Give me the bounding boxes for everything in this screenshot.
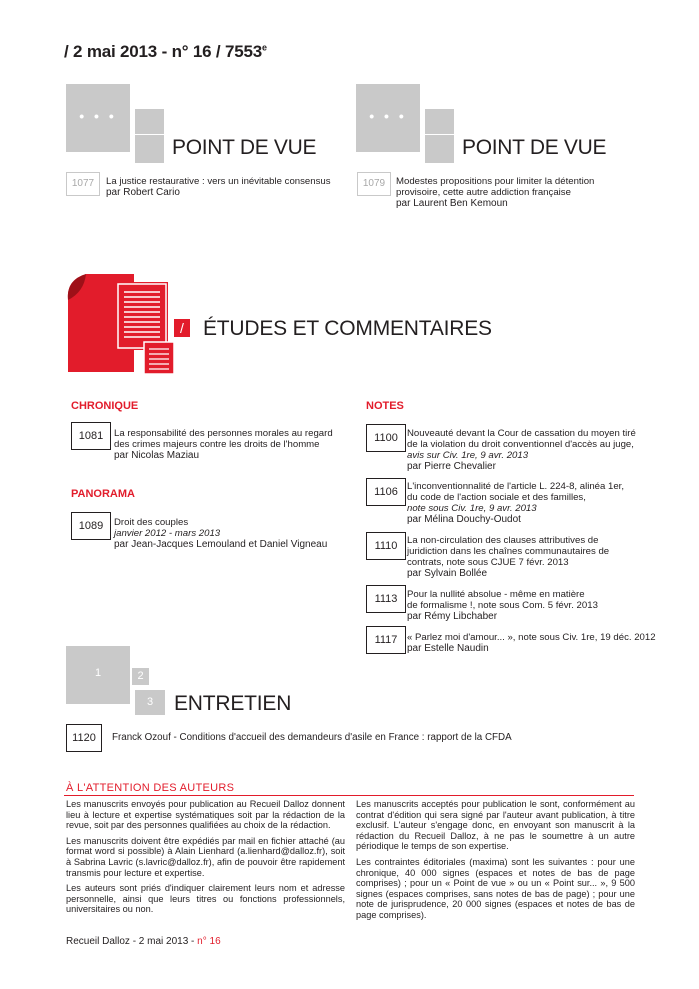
article-title: Modestes propositions pour limiter la détention bbox=[396, 176, 595, 187]
article-title: de la violation du droit conventionnel d'accès au juge, bbox=[407, 439, 634, 450]
authors-notice-col-2 bbox=[356, 799, 635, 926]
article-number[interactable]: 1120 bbox=[66, 724, 102, 752]
article-number[interactable]: 1089 bbox=[71, 512, 111, 540]
article-title: provisoire, cette autre addiction française bbox=[396, 187, 571, 198]
article-entry[interactable] bbox=[114, 517, 354, 550]
dots-icon: • • • bbox=[79, 108, 117, 124]
divider bbox=[64, 795, 634, 796]
article-author: Franck Ozouf bbox=[112, 732, 171, 743]
entretien-number-3: 3 bbox=[135, 690, 165, 715]
article-title: de formalisme !, note sous Com. 5 févr. 2013 bbox=[407, 600, 598, 611]
point-de-vue-title-2: POINT DE VUE bbox=[462, 136, 607, 159]
footer-text: Recueil Dalloz - 2 mai 2013 - bbox=[66, 936, 198, 947]
article-author: par Mélina Douchy-Oudot bbox=[407, 514, 521, 525]
article-author: par Laurent Ben Kemoun bbox=[396, 198, 508, 209]
article-title: Pour la nullité absolue - même en matière bbox=[407, 589, 585, 600]
article-title: Nouveauté devant la Cour de cassation du moyen tiré bbox=[407, 428, 636, 439]
article-title: « Parlez moi d'amour... », note sous Civ. 1re, 19 déc. 2012 bbox=[407, 632, 656, 643]
section-slash-mark: / bbox=[174, 319, 190, 337]
entretien-number-2: 2 bbox=[132, 668, 149, 685]
article-title: Droit des couples bbox=[114, 517, 189, 528]
article-author: par Robert Cario bbox=[106, 187, 180, 198]
notice-paragraph: Les manuscrits acceptés pour publication le sont, conformément au contrat d'édition qui sera signé par l'auteur avant publication, à titre exclusif. L'auteur s'engage donc, en envoyant son manuscrit à la rédaction du Recueil Dalloz, à ne pas le soumettre à un autre périodique le temps de son expertise. bbox=[356, 799, 635, 852]
article-title: contrats, note sous CJUE 7 févr. 2013 bbox=[407, 557, 569, 568]
article-entry[interactable] bbox=[407, 589, 657, 622]
issue-header-text: / 2 mai 2013 - n° 16 / 7553 bbox=[64, 42, 262, 61]
article-reference: avis sur Civ. 1re, 9 avr. 2013 bbox=[407, 450, 529, 461]
article-entry[interactable] bbox=[106, 176, 336, 198]
point-de-vue-logo-2 bbox=[356, 84, 420, 152]
article-reference: janvier 2012 - mars 2013 bbox=[114, 528, 221, 539]
article-number[interactable]: 1117 bbox=[366, 626, 406, 654]
panorama-heading: PANORAMA bbox=[71, 488, 135, 500]
article-title: L'inconventionnalité de l'article L. 224-8, alinéa 1er, bbox=[407, 481, 625, 492]
article-author: par Estelle Naudin bbox=[407, 643, 489, 654]
article-entry[interactable] bbox=[396, 176, 656, 209]
notice-paragraph: Les manuscrits envoyés pour publication au Recueil Dalloz donnent lieu à lecture et expertise systématiques soit par la rédaction de la revue, soit par des personnes qualifiées au choix de la rédaction. bbox=[66, 799, 345, 831]
article-entry[interactable] bbox=[407, 632, 667, 654]
article-entry[interactable] bbox=[112, 732, 572, 743]
issue-header-sup: e bbox=[261, 42, 267, 53]
entretien-number-1: 1 bbox=[94, 667, 102, 679]
logo-square bbox=[425, 135, 454, 163]
notice-paragraph: Les contraintes éditoriales (maxima) sont les suivantes : pour une chronique, 40 000 signes (espaces et notes de bas de page comprises) ; pour un « Point de vue » ou un « Point sur... », 9 500 signes (espaces comprises, sans notes de bas de page) ; pour une note de jurisprudence, 20 000 signes (espaces et notes de bas de page comprises). bbox=[356, 856, 635, 920]
article-number[interactable]: 1110 bbox=[366, 532, 406, 560]
authors-notice-title: À L'ATTENTION DES AUTEURS bbox=[66, 782, 235, 794]
footer-issue: n° 16 bbox=[197, 936, 221, 947]
article-author: par Rémy Libchaber bbox=[407, 611, 498, 622]
article-entry[interactable] bbox=[407, 481, 657, 525]
entretien-logo-block bbox=[66, 646, 130, 704]
article-author: par Jean-Jacques Lemouland et Daniel Vigneau bbox=[114, 539, 328, 550]
notes-heading: NOTES bbox=[366, 400, 404, 412]
entretien-title: ENTRETIEN bbox=[174, 692, 292, 715]
article-author: par Pierre Chevalier bbox=[407, 461, 496, 472]
article-title: du code de l'action sociale et des familles, bbox=[407, 492, 586, 503]
logo-square bbox=[425, 109, 454, 134]
article-number[interactable]: 1100 bbox=[366, 424, 406, 452]
authors-notice-col-1 bbox=[66, 799, 345, 920]
article-number[interactable]: 1106 bbox=[366, 478, 406, 506]
article-reference: note sous Civ. 1re, 9 avr. 2013 bbox=[407, 503, 537, 514]
notice-paragraph: Les manuscrits doivent être expédiés par mail en fichier attaché (au format word si possible) à Alain Lienhard (a.lienhard@dalloz.fr), soit à Sabrina Lavric (s.lavric@dalloz.fr), afin de pouvoir être rapidement transmis pour lecture et expertise. bbox=[66, 835, 345, 878]
logo-square bbox=[135, 135, 164, 163]
article-title: La non-circulation des clauses attributives de bbox=[407, 535, 599, 546]
article-number[interactable]: 1077 bbox=[66, 172, 100, 196]
article-number[interactable]: 1081 bbox=[71, 422, 111, 450]
article-author: par Sylvain Bollée bbox=[407, 568, 488, 579]
article-entry[interactable] bbox=[407, 535, 657, 579]
article-title: - Conditions d'accueil des demandeurs d'asile en France : rapport de la CFDA bbox=[170, 732, 512, 743]
article-title: des crimes majeurs contre les droits de l'homme bbox=[114, 439, 320, 450]
article-title: La responsabilité des personnes morales au regard bbox=[114, 428, 333, 439]
chronique-heading: CHRONIQUE bbox=[71, 400, 139, 412]
document-stack-icon bbox=[64, 270, 180, 382]
article-number[interactable]: 1079 bbox=[357, 172, 391, 196]
page-footer bbox=[66, 936, 221, 947]
point-de-vue-title-1: POINT DE VUE bbox=[172, 136, 317, 159]
logo-square bbox=[135, 109, 164, 134]
article-entry[interactable] bbox=[407, 428, 657, 472]
article-title: juridiction dans les chaînes communautaires de bbox=[407, 546, 610, 557]
issue-header bbox=[64, 42, 267, 62]
point-de-vue-logo-1 bbox=[66, 84, 130, 152]
section-title-etudes: ÉTUDES ET COMMENTAIRES bbox=[203, 317, 492, 340]
article-author: par Nicolas Maziau bbox=[114, 450, 200, 461]
notice-paragraph: Les auteurs sont priés d'indiquer clairement leurs nom et adresse personnelle, ainsi que leurs titres ou fonctions professionnels, universitaires ou non. bbox=[66, 883, 345, 915]
article-entry[interactable] bbox=[114, 428, 354, 461]
article-number[interactable]: 1113 bbox=[366, 585, 406, 613]
dots-icon: • • • bbox=[369, 108, 407, 124]
article-title: La justice restaurative : vers un inévitable consensus bbox=[106, 176, 331, 187]
